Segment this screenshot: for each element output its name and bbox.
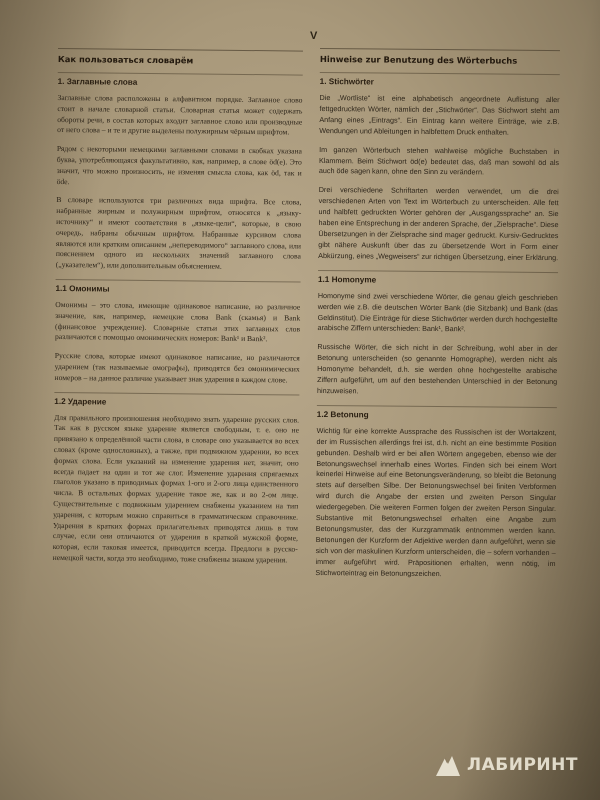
watermark-text: ЛАБИРИНТ [467,755,578,775]
left-column [53,48,303,574]
paragraph: Wichtig für eine korrekte Aussprache des Russischen ist der Wortakzent, der im Russischen allerdings frei ist, d.h. nicht an eine bestimmte Position gebunden. Deshalb wird er bei allen Wörtern angegeben, ebenso wie der Betonungswechsel innerhalb eines Wortes. Finden sich bei einem Wort keinerlei Hinweise auf eine Betonungsveränderung, so bleibt die Betonung stets auf derselben Silbe. Der Betonungswechsel bei finiten Verbformen wird durch die Angabe der ersten und zweiten Person Singular wiedergegeben. Die weiteren Formen folgen der zweiten Person Singular. Substantive mit Betonungswechsel erhalten eine Angabe zum Betonungsmuster, das der Kurzgrammatik entnommen werden kann. Betonungen der Kurzform der Adjektive werden dann aufgeführt, wenn sie sich von der maskulinen Kurzform unterscheiden, die – sofern vorhanden – immer aufgeführt wird. Präpositionen erhalten, wenn nötig, im Stichworteintrag ein Betonungszeichen. [315,425,557,578]
section-rule [54,392,299,396]
section-heading: 1. Stichwörter [319,76,374,87]
paragraph: Заглавные слова расположены в алфавитном порядке. Заглавное слово стоит в начале словарной статьи. Словарная статья может содержать обороты речи, в состав которых входит заглавное слово или производные от него слова – и те и другие выделены полужирным чёрным шрифтом. [57,92,303,137]
right-column [315,48,560,589]
section-heading: 1.1 Homonyme [317,274,377,285]
section-betonung [315,410,556,581]
section-heading: 1. Заглавные слова [57,76,138,87]
top-rule [58,48,303,52]
section-rule [56,279,301,283]
section-stichwoerter [318,77,560,264]
right-title: Hinweise zur Benutzung des Wörterbuchs [319,53,518,66]
paragraph: Рядом с некоторыми немецкими заглавными словами в скобках указана буква, употребляющаяся факультативно, как, например, в слове öd(e). Это значит, что можно произносить, не изменяя смысла слова, как öd, так и öde. [56,144,302,186]
paragraph: В словаре используются три различных вида шрифта. Все слова, набранные жирным и полужирным шрифтом, относятся к „языку-источнику“ и имеют соответствия в „языке-цели“, которые, в свою очередь, набраны обычным шрифтом. Набранные курсивом слова являются или кратким описанием „непереводимого“ заглавного слова, или пояснением одного из нескольких значений заглавного слова („указателем“), или дополнительным объяснением. [55,195,302,271]
paragraph: Омонимы – это слова, имеющие одинаковое написание, но различное значение, как, например, немецкие слова Bank (скамья) и Bank (финансовое учреждение). Словарные статьи этих заглавных слов различаются с помощью омонимических номеров: Bank¹ и Bank². [54,299,301,344]
section-rule [318,270,558,273]
paragraph: Drei verschiedene Schriftarten werden verwendet, um die drei verschiedenen Arten von Text im Wörterbuch zu unterscheiden. Alle fett und halbfett gedruckten Wörter gehören der „Ausgangssprache“ an. Sie haben eine Entsprechung in der anderen Sprache, der „Zielsprache“. Diese Übersetzungen in der Zielsprache sind mager gedruckt. Kursiv-Gedrucktes gibt nähere Auskunft über das zu übersetzende Wort in Form einer Abkürzung, eines „Wegweisers“ zur richtigen Übersetzung, einer Erklärung. [318,185,559,262]
title-rule [58,72,303,76]
section-stress [53,397,300,567]
section-rule [317,405,557,408]
section-headwords [56,77,303,274]
labyrinth-logo-icon [433,752,463,778]
top-rule [320,48,560,51]
paragraph: Русские слова, которые имеют одинаковое написание, но различаются ударением (так называемые омографы), приводятся без омонимических номеров – на данное различие указывает знак ударения в каждом слове. [54,351,300,385]
page-number: V [310,30,318,42]
left-title: Как пользоваться словарём [57,53,194,66]
section-homonyms [54,284,300,386]
paragraph: Die „Wortliste“ ist eine alphabetisch angeordnete Auflistung aller fettgedruckten Wörter, nämlich der „Stichwörter“. Das Stichwort steht am Anfang eines „Eintrags“. Ein Eintrag kann weitere Einträge, wie z.B. Wendungen und Ableitungen in halbfettem Druck enthalten. [319,92,560,137]
title-rule [320,72,560,75]
watermark [433,752,578,778]
section-heading: 1.2 Ударение [54,396,107,407]
section-heading: 1.1 Омонимы [55,283,110,294]
section-homonyme [317,275,558,399]
paragraph: Russische Wörter, die sich nicht in der Schreibung, wohl aber in der Betonung unterscheiden (so genannte Homographe), werden nicht als Homonyme behandelt, d.h. sie werden ohne hochgestellte arabische Ziffern aufgeführt, um auf den bestehenden Unterschied in der Betonung hinzuweisen. [316,342,558,396]
paragraph: Im ganzen Wörterbuch stehen wahlweise mögliche Buchstaben in Klammern. Beim Stichwort öd(e) bedeutet das, daß man sowohl öd als auch öde sagen kann, ohne den Sinn zu verändern. [318,144,560,177]
section-heading: 1.2 Betonung [316,409,369,420]
paragraph: Homonyme sind zwei verschiedene Wörter, die genau gleich geschrieben werden wie z.B. die deutschen Wörter Bank (die Sitzbank) und Bank (das Geldinstitut). Die Einträge für diese Stichwörter werden durch hochgestellte arabische Ziffern unterschieden: Bank¹, Bank². [317,290,558,334]
paragraph: Для правильного произношения необходимо знать ударение русских слов. Так как в русском языке ударение является свободным, т. е. оно не привязано к определённой части слова, в словаре оно указывается во всех словах (кроме односложных), а также, при подвижном ударении, во всех формах слова. Если указаний на изменение ударения нет, значит, оно всегда падает на один и тот же слог. Изменение ударения спрягаемых глаголов указано в приводимых формах 1-ого и 2-ого лица единственного числа. В остальных формах ударение такое же, как и во 2-ом лице. Существительные с подвижным ударением снабжены указанием на тип ударения, с которым можно справиться в грамматическом справочнике. Ударения в кратких формах прилагательных приводятся лишь в том случае, если они отличаются от ударения в краткой мужской форме, которая, если таковая имеется, приводится всегда. Предлоги в русско-немецкой части, когда это необходимо, тоже снабжены знаком ударения. [52,412,300,565]
